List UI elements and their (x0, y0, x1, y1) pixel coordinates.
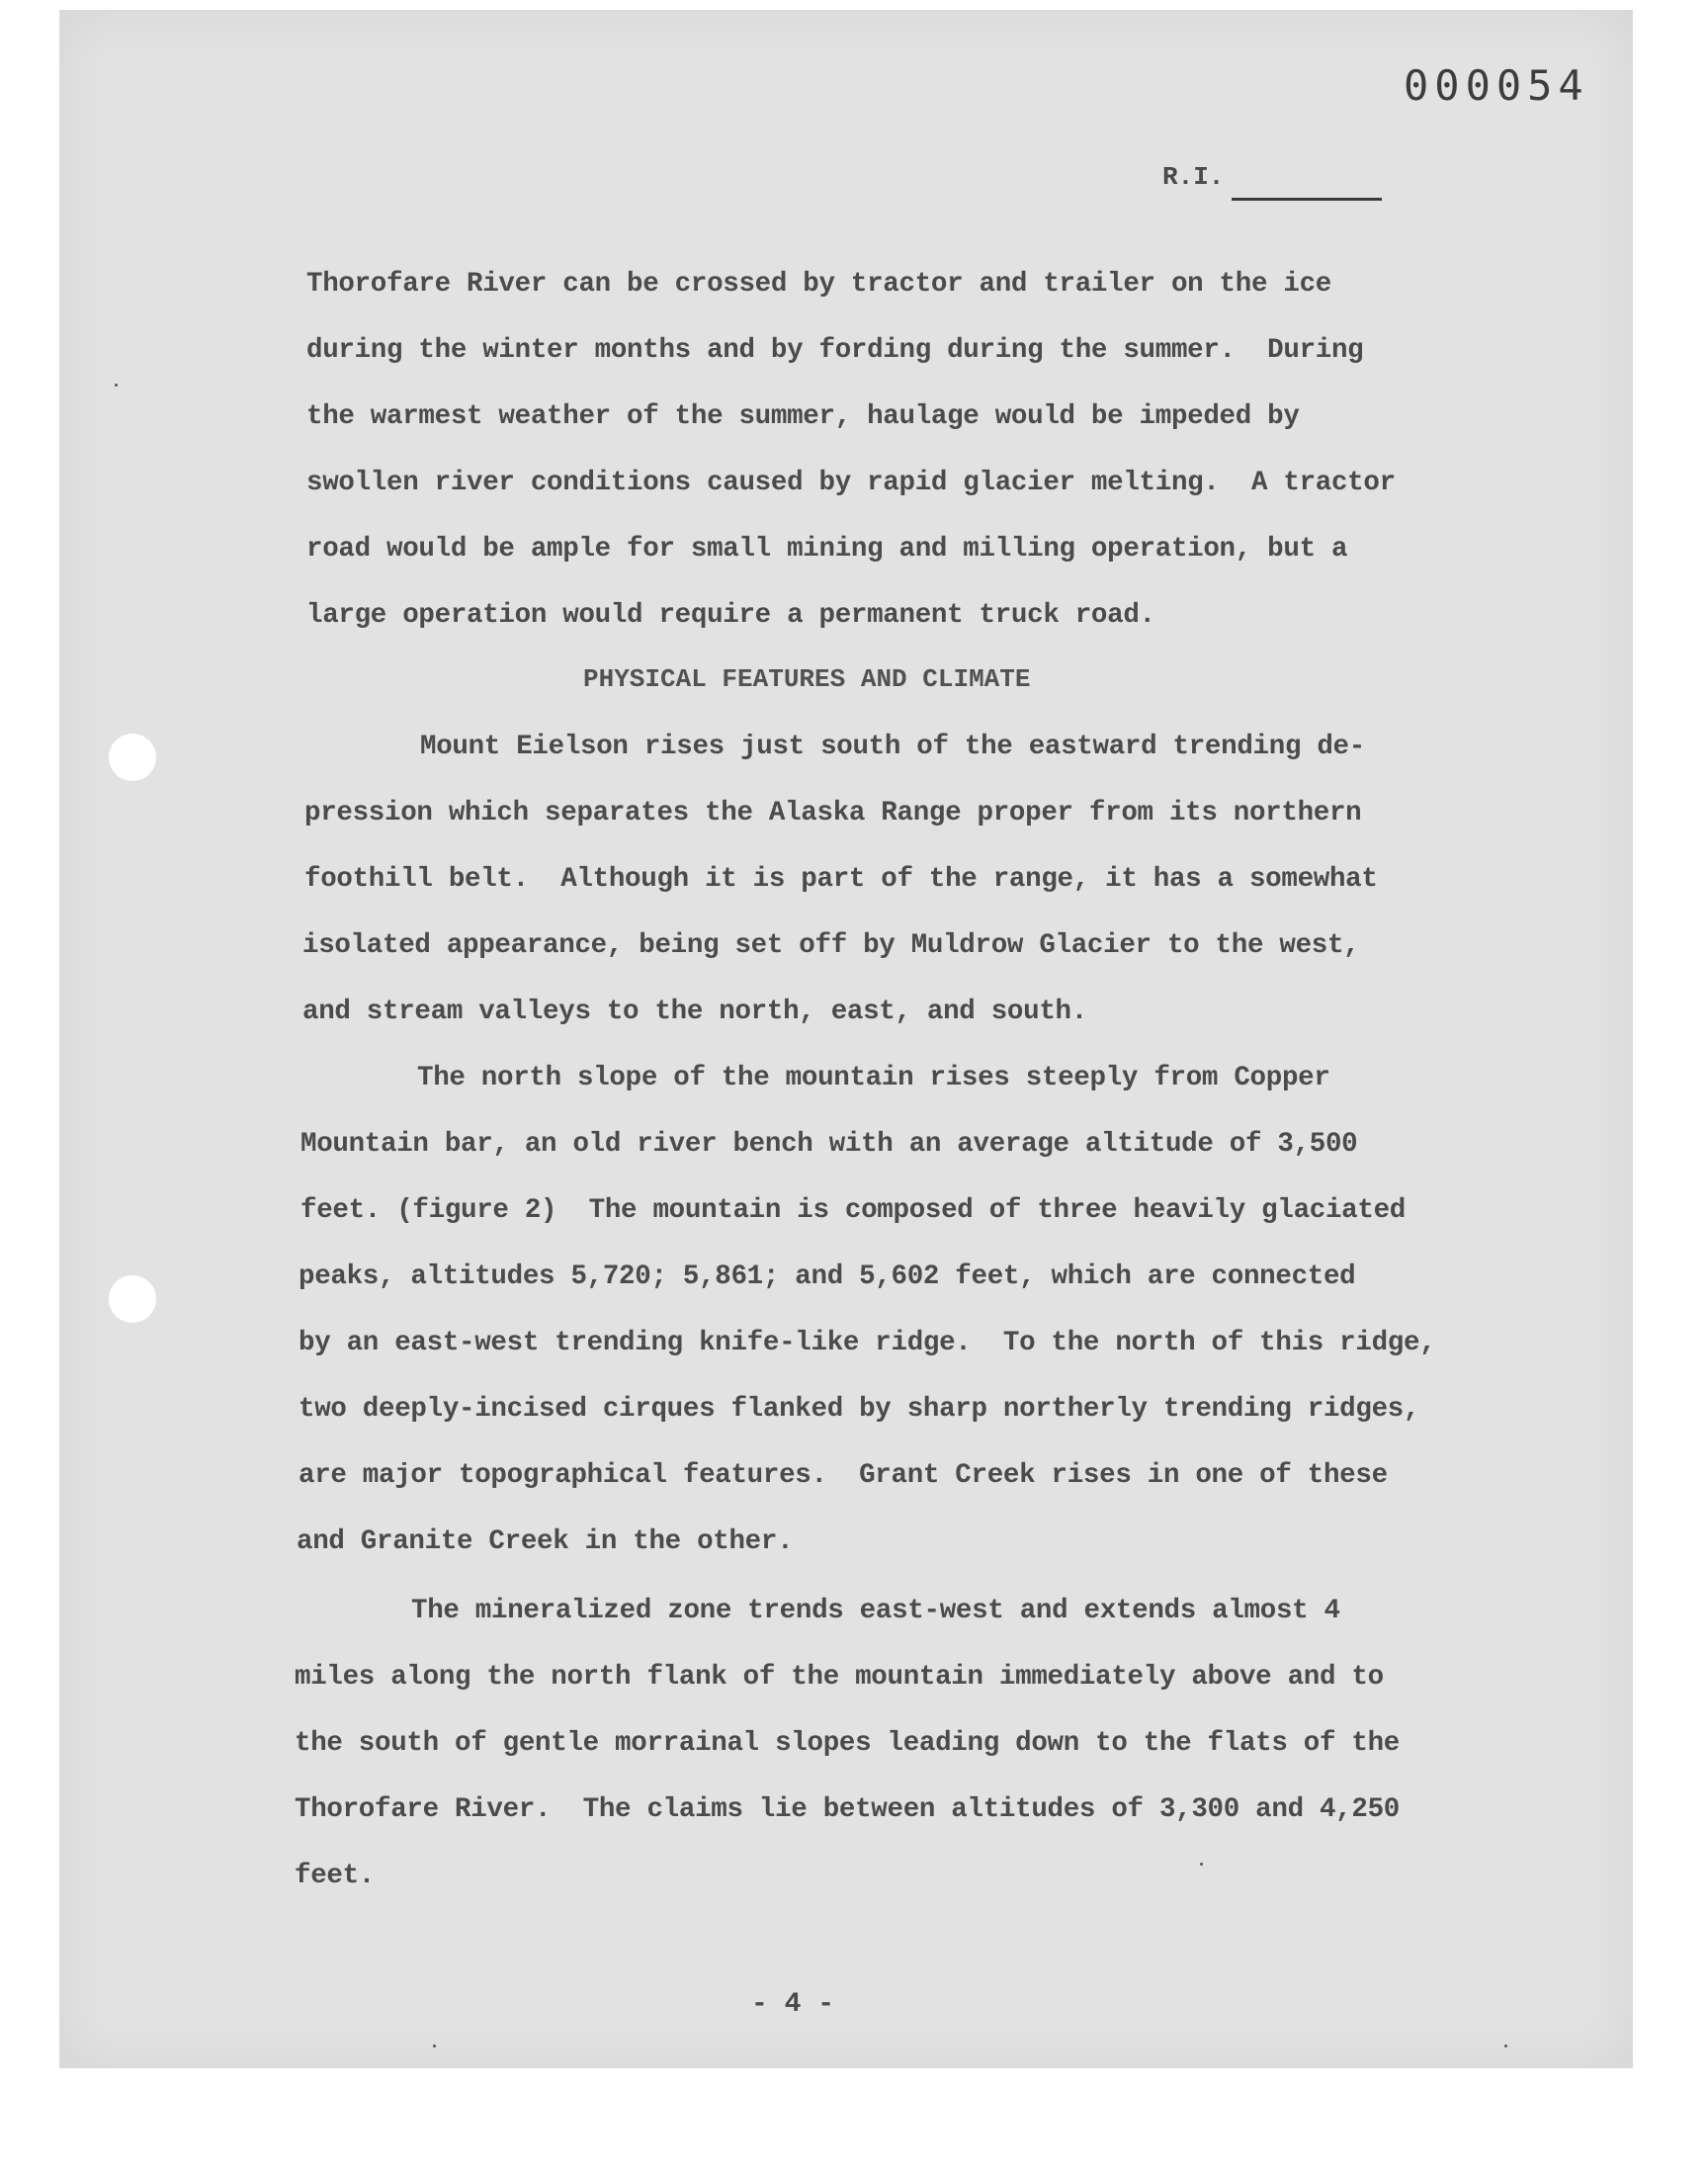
paragraph-3-line: are major topographical features. Grant Creek rises in one of these (299, 1460, 1388, 1491)
paragraph-3-line: peaks, altitudes 5,720; 5,861; and 5,602 feet, which are connected (299, 1262, 1356, 1292)
paragraph-4-line: the south of gentle morrainal slopes leading down to the flats of the (295, 1728, 1400, 1759)
scan-speck (115, 384, 118, 387)
section-heading: PHYSICAL FEATURES AND CLIMATE (583, 664, 1031, 694)
paragraph-1-line: large operation would require a permanent truck road. (306, 600, 1155, 631)
report-label: R.I. (1162, 162, 1225, 192)
paragraph-3-line: The north slope of the mountain rises steeply from Copper (417, 1063, 1330, 1093)
paragraph-3-line: two deeply-incised cirques flanked by sharp northerly trending ridges, (299, 1394, 1420, 1425)
paragraph-3-line: and Granite Creek in the other. (297, 1526, 794, 1557)
scan-speck (433, 2044, 436, 2047)
paragraph-1-line: swollen river conditions caused by rapid glacier melting. A tractor (306, 468, 1396, 498)
paragraph-4-line: The mineralized zone trends east-west and extends almost 4 (411, 1596, 1340, 1626)
paragraph-2-line: foothill belt. Although it is part of the range, it has a somewhat (304, 864, 1378, 895)
scan-speck (1200, 1863, 1203, 1866)
paper-sheet (59, 10, 1633, 2068)
report-number-blank-line (1232, 198, 1382, 201)
scan-speck (1504, 2044, 1507, 2047)
paragraph-2-line: pression which separates the Alaska Range proper from its northern (304, 798, 1362, 828)
paragraph-1-line: Thorofare River can be crossed by tractor and trailer on the ice (306, 269, 1331, 300)
paragraph-2-line: and stream valleys to the north, east, and south. (302, 997, 1087, 1027)
paragraph-4-line: miles along the north flank of the mountain immediately above and to (295, 1662, 1384, 1693)
punch-hole-lower (109, 1275, 156, 1323)
paragraph-2-line: Mount Eielson rises just south of the eastward trending de- (420, 732, 1365, 762)
paragraph-3-line: Mountain bar, an old river bench with an average altitude of 3,500 (300, 1129, 1358, 1160)
page-number: - 4 - (751, 1989, 835, 2020)
punch-hole-upper (109, 734, 156, 781)
paragraph-1-line: road would be ample for small mining and milling operation, but a (306, 534, 1348, 565)
paragraph-2-line: isolated appearance, being set off by Muldrow Glacier to the west, (302, 930, 1360, 961)
paragraph-1-line: the warmest weather of the summer, haulage would be impeded by (306, 401, 1300, 432)
paragraph-1-line: during the winter months and by fording during the summer. During (306, 335, 1364, 366)
paragraph-4-line: feet. (295, 1861, 376, 1891)
paragraph-3-line: feet. (figure 2) The mountain is composed of three heavily glaciated (300, 1195, 1406, 1226)
paragraph-4-line: Thorofare River. The claims lie between altitudes of 3,300 and 4,250 (295, 1794, 1400, 1825)
document-number-stamp: 000054 (1404, 61, 1589, 110)
paragraph-3-line: by an east-west trending knife-like ridge. To the north of this ridge, (299, 1328, 1436, 1358)
